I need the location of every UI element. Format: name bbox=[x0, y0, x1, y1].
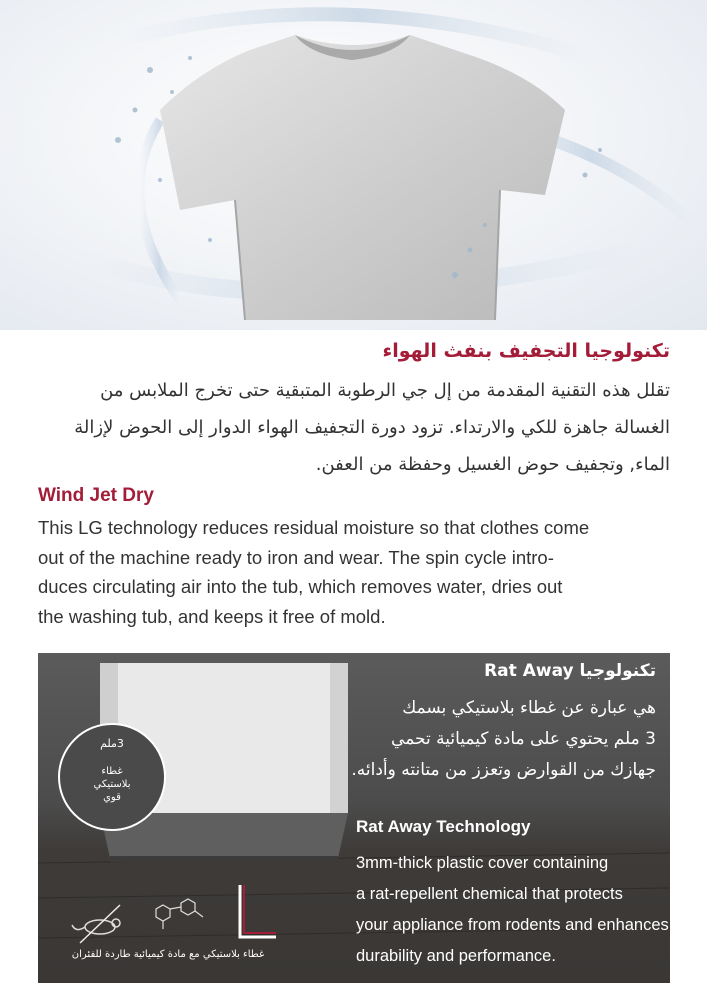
t-shirt-image bbox=[0, 0, 707, 330]
arabic-line: هي عبارة عن غطاء بلاستيكي بسمك bbox=[402, 698, 656, 718]
circle-cover-line: بلاستيكي bbox=[93, 779, 131, 790]
circle-cover-line: قوي bbox=[103, 792, 121, 803]
hero-image bbox=[0, 0, 707, 330]
english-line: durability and performance. bbox=[356, 947, 556, 965]
english-line: 3mm-thick plastic cover containing bbox=[356, 854, 609, 872]
circle-thickness-label: 3ملم bbox=[100, 737, 124, 750]
english-line: This LG technology reduces residual moisture so that clothes come bbox=[38, 517, 590, 538]
rat-away-icons bbox=[68, 885, 278, 945]
arabic-line: الماء, وتجفيف حوض الغسيل وحفظة من العفن. bbox=[315, 454, 670, 475]
cover-corner-icon bbox=[240, 885, 276, 937]
rat-away-panel bbox=[38, 653, 670, 983]
rat-away-english-body bbox=[356, 848, 669, 972]
arabic-line: تقلل هذه التقنية المقدمة من إل جي الرطوبة المتبقية حتى تخرج الملابس من bbox=[100, 380, 670, 401]
arabic-line: الغسالة جاهزة للكي والارتداء. تزود دورة التجفيف الهواء الدوار إلى الحوض لإزالة bbox=[74, 417, 670, 438]
chemical-molecule-icon bbox=[156, 899, 203, 929]
rat-away-english-title: Rat Away Technology bbox=[356, 817, 531, 836]
wind-jet-english-title: Wind Jet Dry bbox=[38, 485, 154, 506]
wind-jet-arabic-title: تكنولوجيا التجفيف بنفث الهواء bbox=[382, 340, 670, 362]
rat-away-caption: غطاء بلاستيكي مع مادة كيميائية طاردة للفئران bbox=[71, 949, 265, 960]
english-line: your appliance from rodents and enhances bbox=[356, 916, 669, 934]
arabic-line: 3 ملم يحتوي على مادة كيميائية تحمي bbox=[391, 729, 656, 749]
english-line: a rat-repellent chemical that protects bbox=[356, 885, 623, 903]
wind-jet-arabic-body bbox=[38, 372, 670, 483]
english-line: duces circulating air into the tub, which removes water, dries out bbox=[38, 576, 563, 597]
arabic-line: جهازك من القوارض وتعزز من متانته وأدائه. bbox=[351, 760, 656, 780]
rat-away-arabic-title: تكنولوجيا Rat Away bbox=[484, 661, 656, 681]
rat-away-arabic-body bbox=[351, 693, 656, 786]
english-line: the washing tub, and keeps it free of mold. bbox=[38, 605, 386, 627]
circle-cover-label bbox=[60, 765, 164, 804]
cover-detail-circle bbox=[58, 723, 166, 831]
english-line: out of the machine ready to iron and wear. The spin cycle intro- bbox=[38, 546, 554, 568]
wind-jet-english-body bbox=[38, 513, 670, 631]
circle-cover-line: غطاء bbox=[101, 766, 123, 777]
rat-crossed-icon bbox=[72, 905, 120, 943]
